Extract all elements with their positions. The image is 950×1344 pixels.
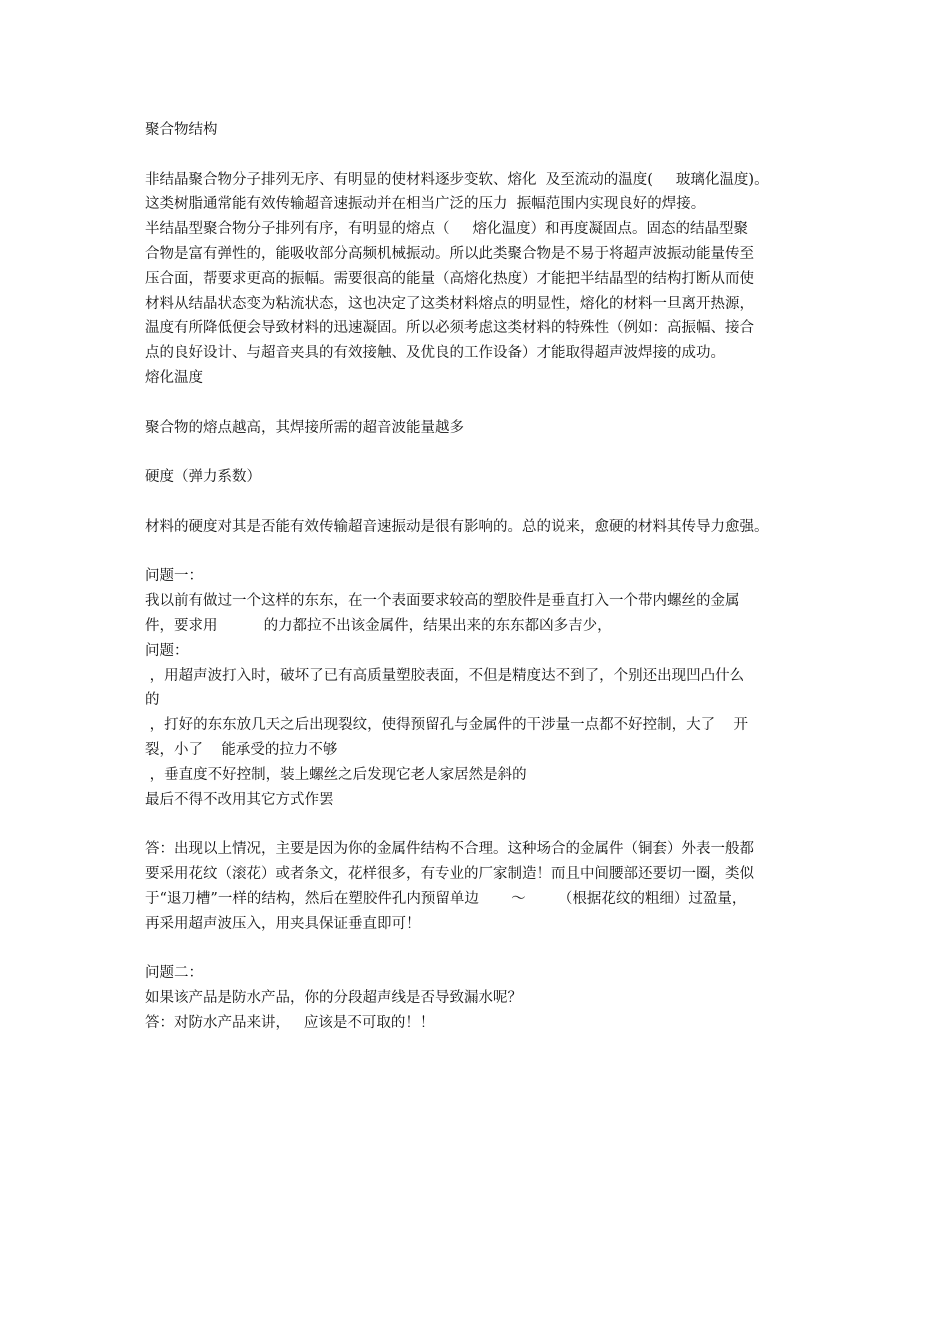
- problem-label: 问题：: [145, 642, 189, 659]
- list-item: ，垂直度不好控制，装上螺丝之后发现它老人家居然是斜的: [145, 766, 527, 783]
- paragraph-line: 答：出现以上情况，主要是因为你的金属件结构不合理。这种场合的金属件（铜套）外表一般都: [145, 841, 754, 858]
- problem-list: [145, 664, 810, 813]
- document-page: [145, 118, 810, 1035]
- answer-one: [145, 837, 810, 936]
- paragraph-line: 半结晶型聚合物分子排列有序，有明显的熔点（ 熔化温度）和再度凝固点。固态的结晶型聚: [145, 221, 749, 238]
- spacer: [145, 936, 810, 961]
- paragraph-line: 压合面，帮要求更高的振幅。需要很高的能量（高熔化热度）才能把半结晶型的结构打断从而使: [145, 270, 754, 287]
- list-item: 的: [145, 692, 160, 709]
- hardness-text: 材料的硬度对其是否能有效传输超音速振动是很有影响的。总的说来，愈硬的材料其传导力愈强。: [145, 518, 769, 535]
- paragraph-line: 再采用超声波压入，用夹具保证垂直即可！: [145, 915, 421, 932]
- question-one-body: [145, 589, 810, 639]
- spacer: [145, 812, 810, 837]
- list-item: 最后不得不改用其它方式作罢: [145, 791, 334, 808]
- spacer: [145, 440, 810, 465]
- spacer: [145, 391, 810, 416]
- paragraph-line: 要采用花纹（滚花）或者条文，花样很多，有专业的厂家制造！而且中间腰部还要切一圈，类似: [145, 865, 754, 882]
- paragraph-line: 点的良好设计、与超音夹具的有效接触、及优良的工作设备）才能取得超声波焊接的成功。: [145, 345, 725, 362]
- document-title: 聚合物结构: [145, 122, 218, 138]
- spacer: [145, 143, 810, 168]
- semicrystalline-paragraph: [145, 217, 810, 366]
- paragraph-line: 件，要求用 的力都拉不出该金属件，结果出来的东东都凶多吉少，: [145, 617, 612, 634]
- answer-two-text: 答：对防水产品来讲， 应该是不可取的！！: [145, 1014, 435, 1031]
- hardness-heading: 硬度（弹力系数）: [145, 469, 261, 486]
- paragraph-line: 非结晶聚合物分子排列无序、有明显的使材料逐步变软、熔化 及至流动的温度( 玻璃化温度)。: [145, 171, 769, 188]
- melt-heading: 熔化温度: [145, 369, 203, 386]
- paragraph-line: 温度有所降低便会导致材料的迅速凝固。所以必须考虑这类材料的特殊性（例如：高振幅、接合: [145, 320, 754, 337]
- question-one-label: 问题一：: [145, 568, 203, 585]
- paragraph-line: 合物是富有弹性的，能吸收部分高频机械振动。所以此类聚合物是不易于将超声波振动能量传至: [145, 245, 754, 262]
- spacer: [145, 490, 810, 515]
- list-item: ，打好的东东放几天之后出现裂纹，使得预留孔与金属件的干涉量一点都不好控制，大了 开: [145, 717, 749, 734]
- spacer: [145, 540, 810, 565]
- paragraph-line: 于“退刀槽”一样的结构，然后在塑胶件孔内预留单边 ～ （根据花纹的粗细）过盈量，: [145, 890, 747, 907]
- paragraph-line: 材料从结晶状态变为粘流状态，这也决定了这类材料熔点的明显性，熔化的材料一旦离开热源，: [145, 295, 754, 312]
- amorphous-paragraph: [145, 168, 810, 218]
- question-two-label: 问题二：: [145, 965, 203, 982]
- list-item: 裂，小了 能承受的拉力不够: [145, 741, 338, 758]
- question-two-text: 如果该产品是防水产品，你的分段超声线是否导致漏水呢？: [145, 989, 522, 1006]
- list-item: ，用超声波打入时，破坏了已有高质量塑胶表面，不但是精度达不到了，个别还出现凹凸什么: [145, 667, 745, 684]
- paragraph-line: 这类树脂通常能有效传输超音速振动并在相当广泛的压力 振幅范围内实现良好的焊接。: [145, 196, 706, 213]
- paragraph-line: 我以前有做过一个这样的东东，在一个表面要求较高的塑胶件是垂直打入一个带内螺丝的金属: [145, 593, 740, 610]
- melt-text: 聚合物的熔点越高，其焊接所需的超音波能量越多: [145, 419, 464, 436]
